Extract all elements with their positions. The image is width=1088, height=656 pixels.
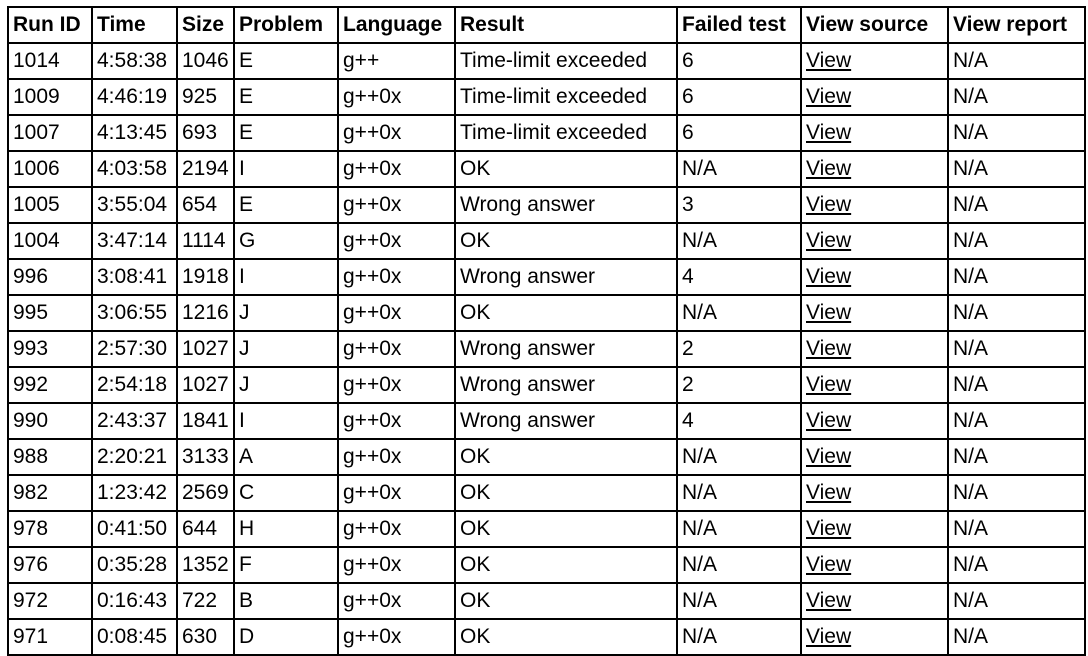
cell-result: Wrong answer [455, 187, 677, 223]
cell-view-source [801, 511, 948, 547]
cell-size: 2569 [177, 475, 234, 511]
cell-time: 3:08:41 [92, 259, 177, 295]
view-source-link[interactable]: View [806, 517, 852, 540]
table-row [8, 331, 1085, 367]
column-header-view-report: View report [948, 7, 1085, 43]
table-row [8, 547, 1085, 583]
cell-size: 644 [177, 511, 234, 547]
cell-failed-test: N/A [677, 619, 801, 655]
cell-run-id: 982 [8, 475, 92, 511]
cell-view-report: N/A [948, 475, 1085, 511]
cell-result: OK [455, 151, 677, 187]
cell-view-report: N/A [948, 583, 1085, 619]
cell-failed-test: 6 [677, 43, 801, 79]
table-row [8, 511, 1085, 547]
cell-size: 1841 [177, 403, 234, 439]
cell-problem: I [234, 259, 338, 295]
table-row [8, 151, 1085, 187]
cell-result: Wrong answer [455, 331, 677, 367]
cell-size: 1046 [177, 43, 234, 79]
cell-view-report: N/A [948, 367, 1085, 403]
view-source-link[interactable]: View [806, 409, 852, 432]
cell-run-id: 1006 [8, 151, 92, 187]
cell-run-id: 1007 [8, 115, 92, 151]
cell-failed-test: N/A [677, 583, 801, 619]
cell-problem: H [234, 511, 338, 547]
cell-run-id: 993 [8, 331, 92, 367]
cell-language: g++0x [338, 331, 455, 367]
cell-size: 1918 [177, 259, 234, 295]
cell-problem: E [234, 115, 338, 151]
cell-problem: J [234, 295, 338, 331]
cell-view-report: N/A [948, 223, 1085, 259]
view-source-link[interactable]: View [806, 157, 852, 180]
table-row [8, 223, 1085, 259]
cell-failed-test: 4 [677, 403, 801, 439]
cell-problem: E [234, 187, 338, 223]
cell-view-report: N/A [948, 619, 1085, 655]
cell-view-report: N/A [948, 403, 1085, 439]
cell-view-report: N/A [948, 439, 1085, 475]
table-row [8, 79, 1085, 115]
cell-result: OK [455, 439, 677, 475]
cell-failed-test: N/A [677, 439, 801, 475]
cell-failed-test: 2 [677, 367, 801, 403]
cell-run-id: 976 [8, 547, 92, 583]
table-head [8, 7, 1085, 43]
cell-view-source [801, 547, 948, 583]
view-source-link[interactable]: View [806, 49, 852, 72]
cell-view-source [801, 187, 948, 223]
cell-view-report: N/A [948, 547, 1085, 583]
cell-view-report: N/A [948, 259, 1085, 295]
cell-view-report: N/A [948, 115, 1085, 151]
cell-language: g++ [338, 43, 455, 79]
cell-problem: I [234, 151, 338, 187]
cell-view-source [801, 43, 948, 79]
cell-failed-test: N/A [677, 475, 801, 511]
cell-size: 1114 [177, 223, 234, 259]
cell-problem: F [234, 547, 338, 583]
cell-problem: E [234, 79, 338, 115]
table-row [8, 583, 1085, 619]
cell-size: 1027 [177, 331, 234, 367]
cell-size: 722 [177, 583, 234, 619]
cell-size: 2194 [177, 151, 234, 187]
cell-view-report: N/A [948, 79, 1085, 115]
header-row [8, 7, 1085, 43]
cell-problem: D [234, 619, 338, 655]
cell-size: 1352 [177, 547, 234, 583]
cell-language: g++0x [338, 511, 455, 547]
cell-problem: C [234, 475, 338, 511]
cell-result: Wrong answer [455, 259, 677, 295]
view-source-link[interactable]: View [806, 337, 852, 360]
cell-run-id: 990 [8, 403, 92, 439]
cell-run-id: 1004 [8, 223, 92, 259]
cell-view-source [801, 151, 948, 187]
column-header-run-id: Run ID [8, 7, 92, 43]
cell-time: 2:57:30 [92, 331, 177, 367]
cell-problem: J [234, 367, 338, 403]
view-source-link[interactable]: View [806, 85, 852, 108]
cell-result: OK [455, 295, 677, 331]
column-header-view-source: View source [801, 7, 948, 43]
cell-view-source [801, 79, 948, 115]
cell-view-report: N/A [948, 187, 1085, 223]
view-source-link[interactable]: View [806, 553, 852, 576]
cell-run-id: 992 [8, 367, 92, 403]
cell-view-report: N/A [948, 295, 1085, 331]
cell-time: 2:43:37 [92, 403, 177, 439]
cell-view-report: N/A [948, 151, 1085, 187]
cell-view-source [801, 223, 948, 259]
cell-view-report: N/A [948, 43, 1085, 79]
cell-size: 925 [177, 79, 234, 115]
cell-view-source [801, 115, 948, 151]
cell-size: 1216 [177, 295, 234, 331]
cell-failed-test: N/A [677, 547, 801, 583]
cell-size: 654 [177, 187, 234, 223]
cell-language: g++0x [338, 79, 455, 115]
cell-result: Time-limit exceeded [455, 43, 677, 79]
cell-time: 2:20:21 [92, 439, 177, 475]
table-body [8, 43, 1085, 655]
cell-run-id: 1009 [8, 79, 92, 115]
cell-language: g++0x [338, 115, 455, 151]
table-row [8, 403, 1085, 439]
table-row [8, 187, 1085, 223]
cell-view-source [801, 475, 948, 511]
column-header-result: Result [455, 7, 677, 43]
cell-result: OK [455, 223, 677, 259]
cell-run-id: 996 [8, 259, 92, 295]
cell-problem: E [234, 43, 338, 79]
cell-time: 2:54:18 [92, 367, 177, 403]
cell-view-source [801, 367, 948, 403]
view-source-link[interactable]: View [806, 193, 852, 216]
cell-result: Time-limit exceeded [455, 79, 677, 115]
cell-failed-test: N/A [677, 511, 801, 547]
cell-run-id: 988 [8, 439, 92, 475]
cell-problem: B [234, 583, 338, 619]
cell-failed-test: N/A [677, 151, 801, 187]
table-row [8, 259, 1085, 295]
table-row [8, 367, 1085, 403]
view-source-link[interactable]: View [806, 373, 852, 396]
column-header-failed-test: Failed test [677, 7, 801, 43]
cell-time: 4:03:58 [92, 151, 177, 187]
cell-run-id: 978 [8, 511, 92, 547]
cell-result: OK [455, 619, 677, 655]
cell-failed-test: 6 [677, 115, 801, 151]
cell-size: 630 [177, 619, 234, 655]
cell-run-id: 1014 [8, 43, 92, 79]
cell-view-source [801, 619, 948, 655]
view-source-link[interactable]: View [806, 625, 852, 648]
view-source-link[interactable]: View [806, 481, 852, 504]
cell-time: 3:06:55 [92, 295, 177, 331]
cell-time: 3:47:14 [92, 223, 177, 259]
view-source-link[interactable]: View [806, 445, 852, 468]
cell-view-source [801, 259, 948, 295]
cell-view-source [801, 583, 948, 619]
cell-time: 4:46:19 [92, 79, 177, 115]
runs-table [7, 6, 1086, 656]
cell-language: g++0x [338, 151, 455, 187]
column-header-language: Language [338, 7, 455, 43]
cell-problem: I [234, 403, 338, 439]
cell-size: 3133 [177, 439, 234, 475]
cell-view-source [801, 403, 948, 439]
cell-failed-test: 3 [677, 187, 801, 223]
cell-problem: J [234, 331, 338, 367]
table-row [8, 619, 1085, 655]
cell-problem: A [234, 439, 338, 475]
cell-size: 1027 [177, 367, 234, 403]
cell-result: OK [455, 583, 677, 619]
cell-size: 693 [177, 115, 234, 151]
cell-failed-test: 2 [677, 331, 801, 367]
cell-language: g++0x [338, 583, 455, 619]
cell-time: 0:08:45 [92, 619, 177, 655]
table-row [8, 439, 1085, 475]
view-source-link[interactable]: View [806, 265, 852, 288]
cell-time: 4:13:45 [92, 115, 177, 151]
cell-failed-test: N/A [677, 295, 801, 331]
cell-language: g++0x [338, 619, 455, 655]
cell-language: g++0x [338, 187, 455, 223]
cell-failed-test: N/A [677, 223, 801, 259]
table-row [8, 295, 1085, 331]
cell-time: 0:16:43 [92, 583, 177, 619]
cell-language: g++0x [338, 403, 455, 439]
cell-result: Wrong answer [455, 367, 677, 403]
cell-result: OK [455, 511, 677, 547]
view-source-link[interactable]: View [806, 301, 852, 324]
cell-result: Wrong answer [455, 403, 677, 439]
cell-run-id: 971 [8, 619, 92, 655]
cell-run-id: 1005 [8, 187, 92, 223]
cell-view-source [801, 295, 948, 331]
cell-time: 1:23:42 [92, 475, 177, 511]
cell-language: g++0x [338, 223, 455, 259]
cell-view-source [801, 331, 948, 367]
cell-time: 0:41:50 [92, 511, 177, 547]
cell-language: g++0x [338, 367, 455, 403]
cell-problem: G [234, 223, 338, 259]
column-header-time: Time [92, 7, 177, 43]
cell-run-id: 972 [8, 583, 92, 619]
table-row [8, 115, 1085, 151]
table-row [8, 475, 1085, 511]
cell-language: g++0x [338, 475, 455, 511]
cell-failed-test: 4 [677, 259, 801, 295]
cell-run-id: 995 [8, 295, 92, 331]
cell-view-report: N/A [948, 331, 1085, 367]
cell-language: g++0x [338, 259, 455, 295]
cell-view-report: N/A [948, 511, 1085, 547]
view-source-link[interactable]: View [806, 589, 852, 612]
column-header-problem: Problem [234, 7, 338, 43]
cell-result: OK [455, 475, 677, 511]
view-source-link[interactable]: View [806, 229, 852, 252]
cell-result: OK [455, 547, 677, 583]
cell-language: g++0x [338, 439, 455, 475]
cell-failed-test: 6 [677, 79, 801, 115]
cell-language: g++0x [338, 547, 455, 583]
cell-time: 3:55:04 [92, 187, 177, 223]
cell-view-source [801, 439, 948, 475]
cell-language: g++0x [338, 295, 455, 331]
table-row [8, 43, 1085, 79]
cell-time: 4:58:38 [92, 43, 177, 79]
cell-time: 0:35:28 [92, 547, 177, 583]
view-source-link[interactable]: View [806, 121, 852, 144]
cell-result: Time-limit exceeded [455, 115, 677, 151]
column-header-size: Size [177, 7, 234, 43]
